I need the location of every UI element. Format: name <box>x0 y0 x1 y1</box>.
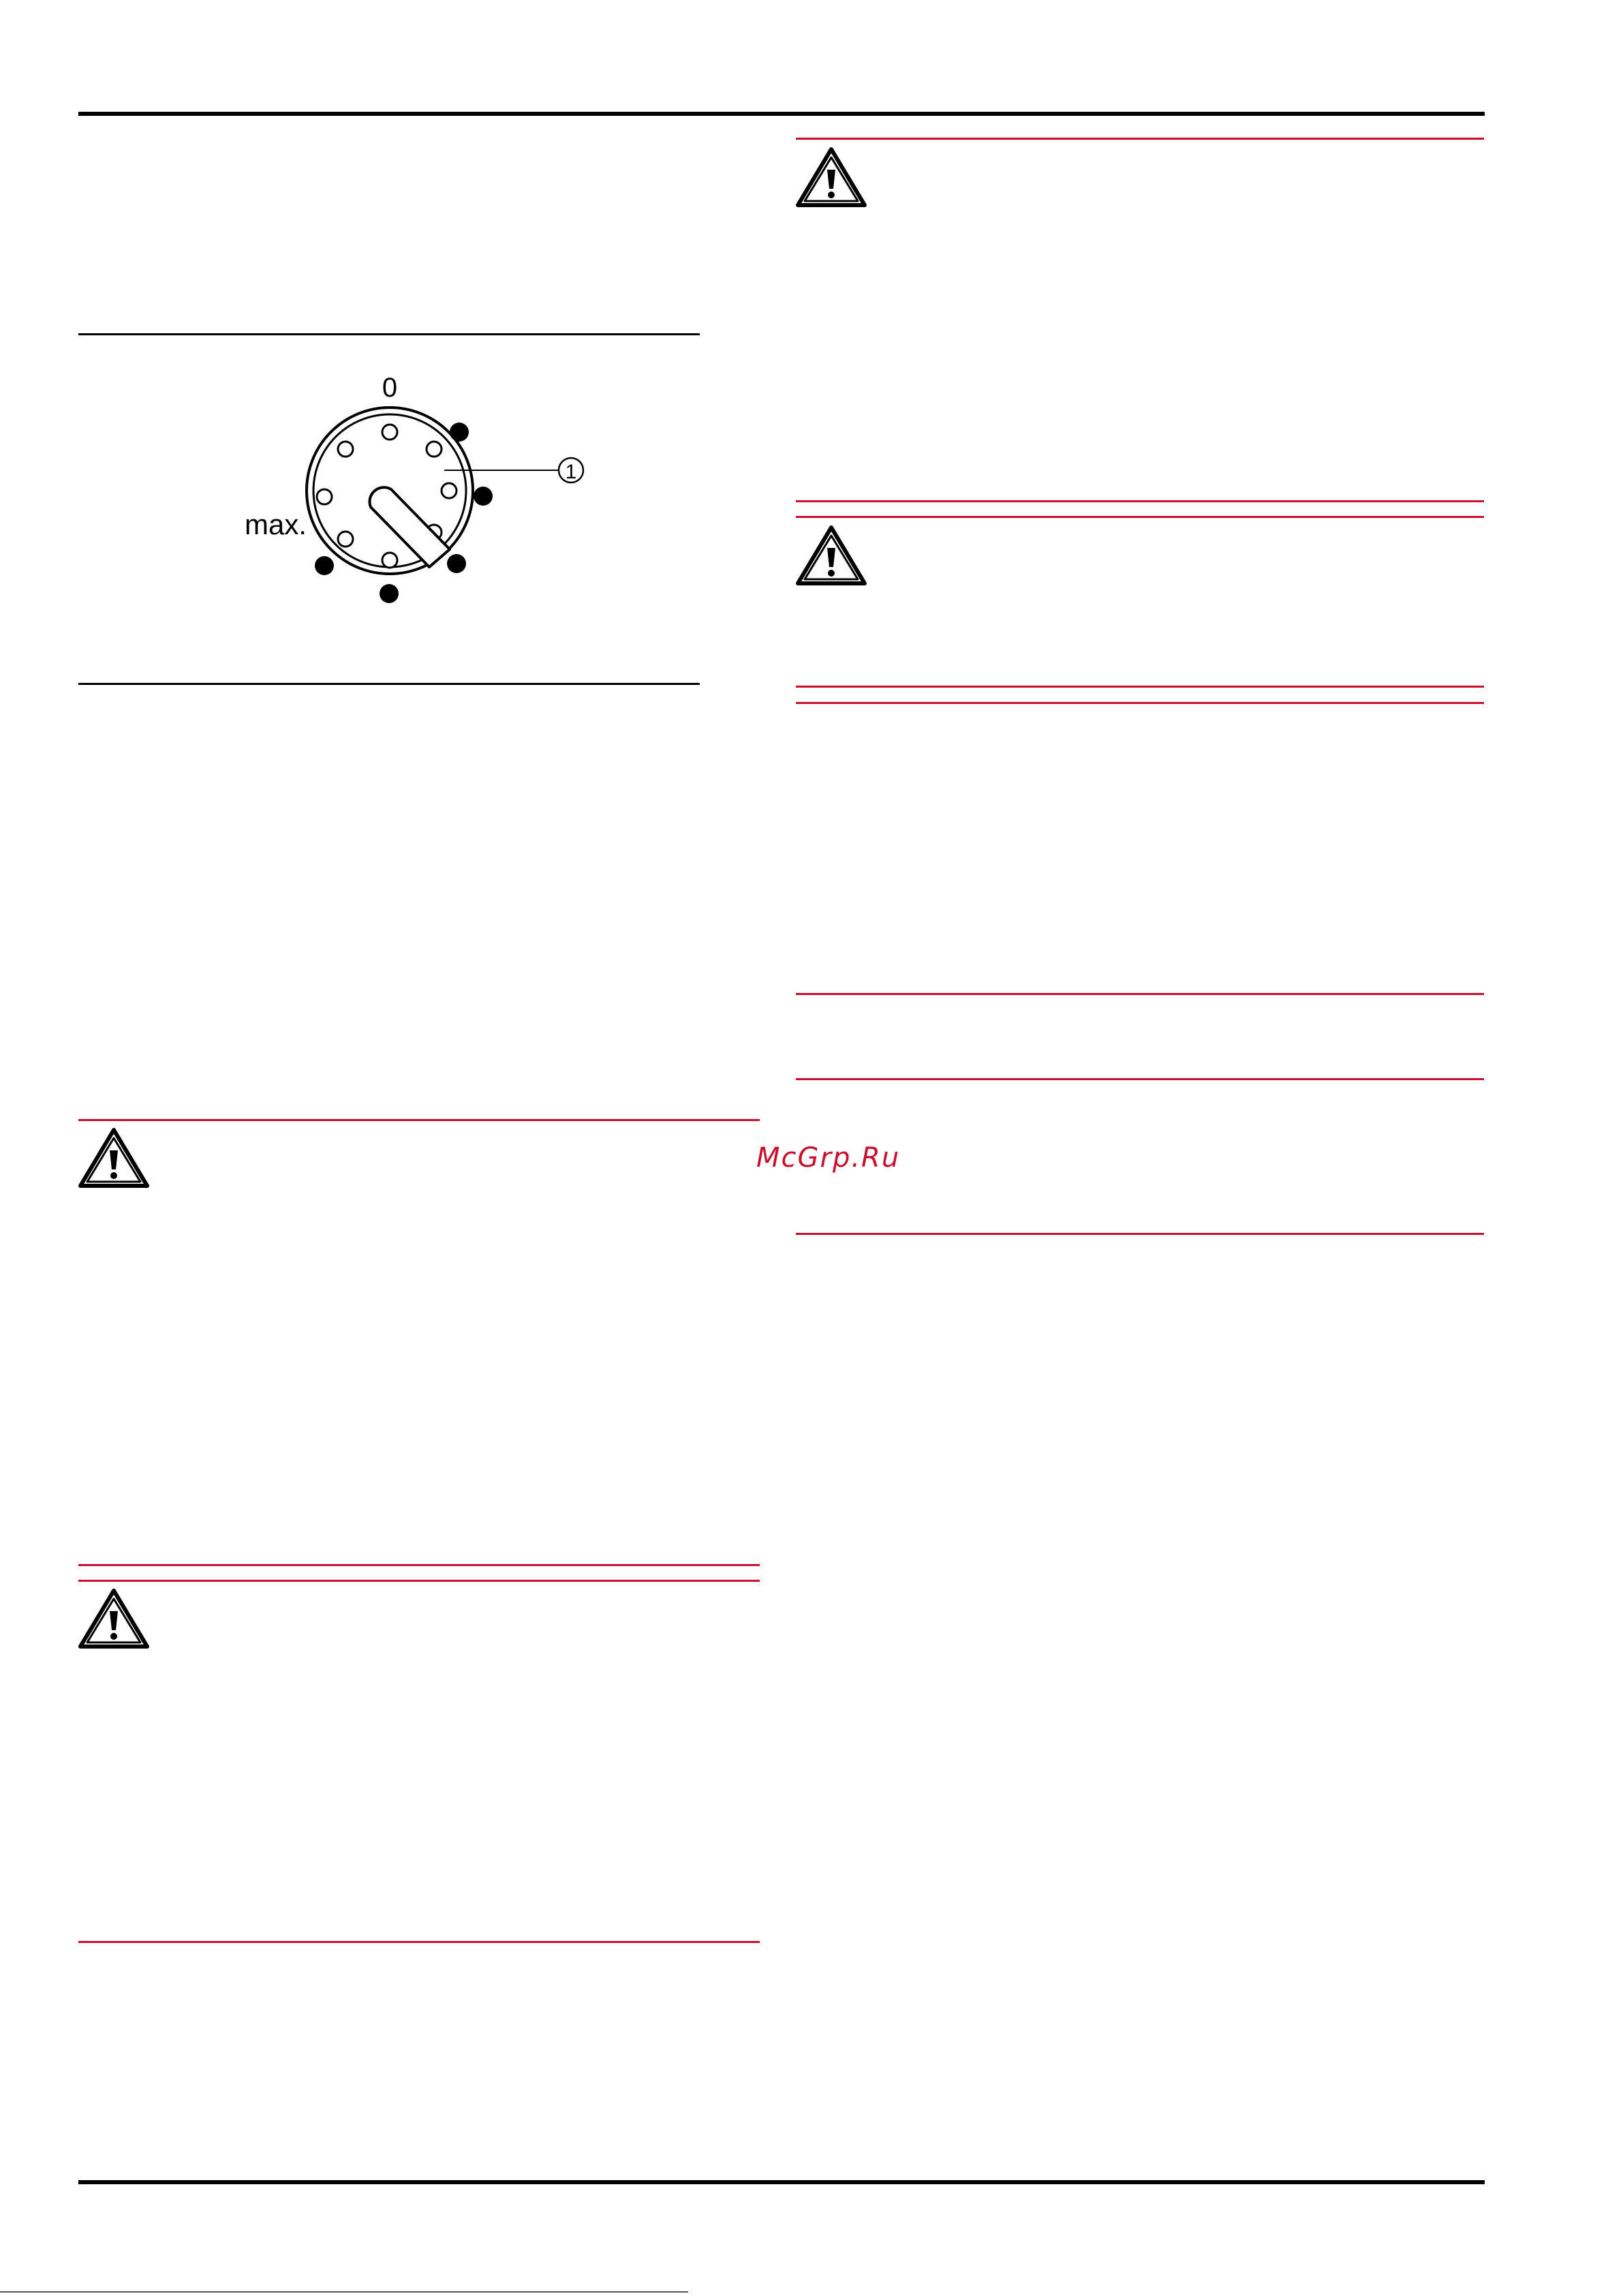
left-warning-2-top-rule <box>78 1580 760 1582</box>
watermark-text: McGrp.Ru <box>756 1142 901 1174</box>
warning-triangle-icon <box>78 1126 150 1190</box>
dial-label-max: max. <box>244 508 307 540</box>
right-section-rule-4 <box>796 1233 1484 1235</box>
figure-bottom-rule <box>78 683 700 685</box>
scan-edge-line <box>0 2291 688 2293</box>
figure-top-rule <box>78 333 700 335</box>
right-section-rule-3 <box>796 1078 1484 1080</box>
warning-triangle-icon <box>795 523 867 587</box>
dial-label-zero: 0 <box>382 373 398 403</box>
right-warning-2-bottom-rule <box>796 686 1484 688</box>
left-warning-1-top-rule <box>78 1119 760 1121</box>
left-warning-1-bottom-rule <box>78 1564 760 1566</box>
right-warning-1-top-rule <box>796 138 1484 140</box>
bottom-rule <box>78 2180 1485 2184</box>
right-warning-1-bottom-rule <box>796 500 1484 502</box>
warning-triangle-icon <box>78 1587 150 1651</box>
right-warning-2-top-rule <box>796 516 1484 518</box>
top-rule <box>78 112 1485 116</box>
temperature-dial-figure <box>204 361 640 620</box>
control-knob-icon <box>204 361 640 620</box>
callout-number: 1 <box>565 461 577 483</box>
right-section-rule-1 <box>796 702 1484 704</box>
left-warning-2-bottom-rule <box>78 1941 760 1943</box>
right-section-rule-2 <box>796 993 1484 995</box>
warning-triangle-icon <box>795 145 867 209</box>
